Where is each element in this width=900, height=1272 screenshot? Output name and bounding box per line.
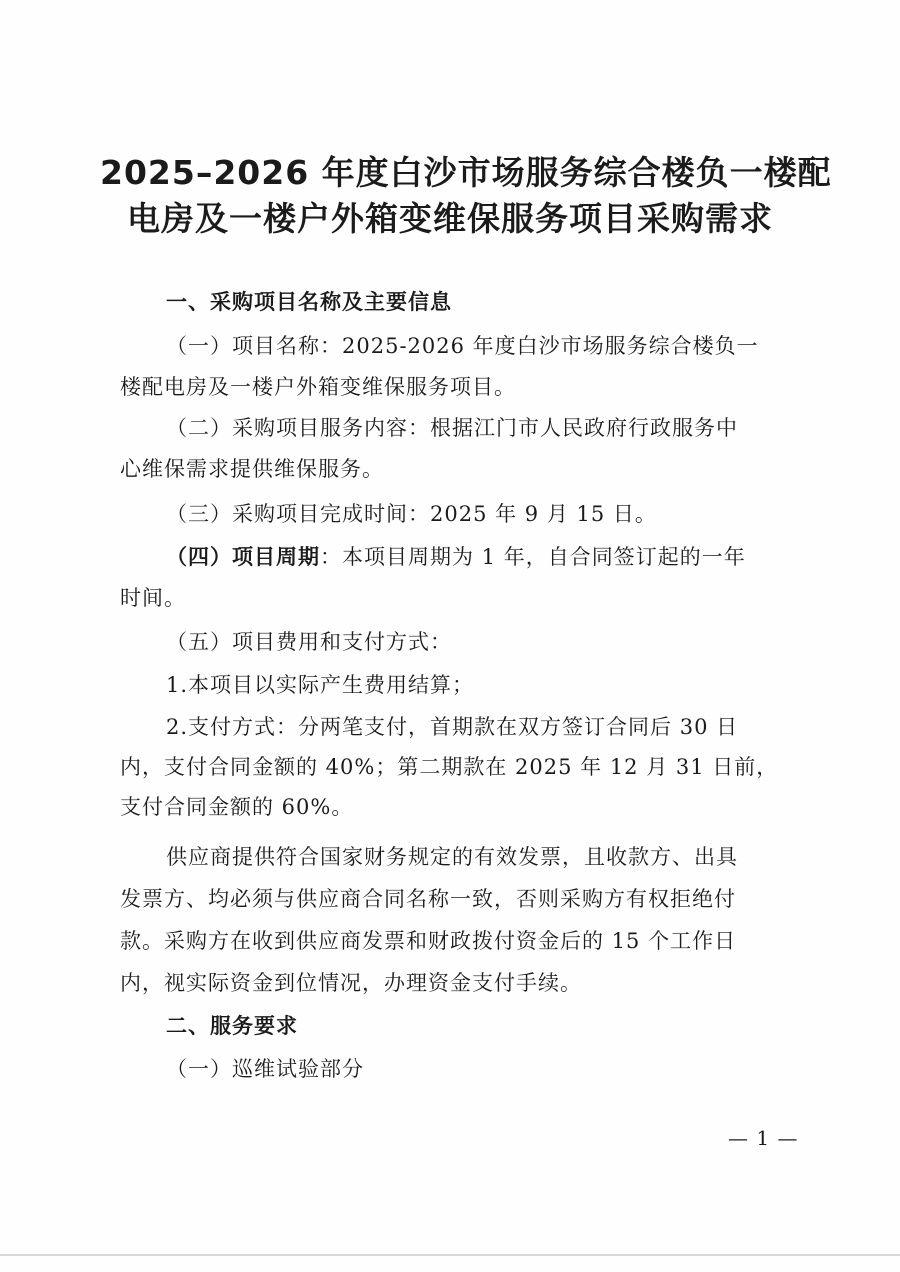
item-4-line-2: 时间。 xyxy=(120,586,186,610)
item-3-line-1: （三）采购项目完成时间：2025 年 9 月 15 日。 xyxy=(166,502,657,526)
item-2-line-2: 心维保需求提供维保服务。 xyxy=(120,457,384,481)
item-2-service-content xyxy=(120,408,790,490)
item-5-fees-payment xyxy=(120,622,790,663)
invoice-line-3: 款。采购方在收到供应商发票和财政拨付资金后的 15 个工作日 xyxy=(120,929,737,953)
point-2-line-1: 2.支付方式：分两笔支付，首期款在双方签订合同后 30 日 xyxy=(166,715,739,739)
invoice-line-4: 内，视实际资金到位情况，办理资金支付手续。 xyxy=(120,971,582,995)
title-line-1: 2025–2026 年度白沙市场服务综合楼负一楼配 xyxy=(100,153,832,192)
point-1-settlement xyxy=(120,665,790,706)
item-1-line-2: 楼配电房及一楼户外箱变维保服务项目。 xyxy=(120,375,516,399)
item-4-lead: （四）项目周期 xyxy=(166,545,320,569)
point-1-line-1: 1.本项目以实际产生费用结算； xyxy=(166,673,475,697)
item-4-project-period xyxy=(120,537,790,619)
title-line-2: 电房及一楼户外箱变维保服务项目采购需求 xyxy=(127,199,773,238)
item-1-line-1: （一）项目名称：2025-2026 年度白沙市场服务综合楼负一 xyxy=(166,334,759,358)
item-4-line-1 xyxy=(120,537,790,578)
page-number: — 1 — xyxy=(728,1126,799,1150)
section-2-item-1-line: （一）巡维试验部分 xyxy=(166,1057,364,1081)
point-2-line-2: 内，支付合同金额的 40%；第二期款在 2025 年 12 月 31 日前， xyxy=(120,755,779,779)
invoice-line-2: 发票方、均必须与供应商合同名称一致，否则采购方有权拒绝付 xyxy=(120,887,736,911)
section-2-item-1 xyxy=(120,1049,790,1090)
invoice-line-1: 供应商提供符合国家财务规定的有效发票，且收款方、出具 xyxy=(166,845,738,869)
point-2-payment-method xyxy=(120,707,790,827)
point-2-line-3: 支付合同金额的 60%。 xyxy=(120,795,354,819)
item-4-rest: ：本项目周期为 1 年，自合同签订起的一年 xyxy=(320,545,746,569)
section-2-heading: 二、服务要求 xyxy=(166,1014,298,1038)
item-2-line-1: （二）采购项目服务内容：根据江门市人民政府行政服务中 xyxy=(166,416,738,440)
section-1-heading: 一、采购项目名称及主要信息 xyxy=(166,290,452,314)
document-title xyxy=(100,150,832,242)
item-1-project-name xyxy=(120,326,790,408)
scan-edge-line xyxy=(0,1254,900,1256)
item-3-completion-time xyxy=(120,494,790,535)
item-5-line-1: （五）项目费用和支付方式： xyxy=(166,630,452,654)
invoice-paragraph xyxy=(120,836,790,1004)
